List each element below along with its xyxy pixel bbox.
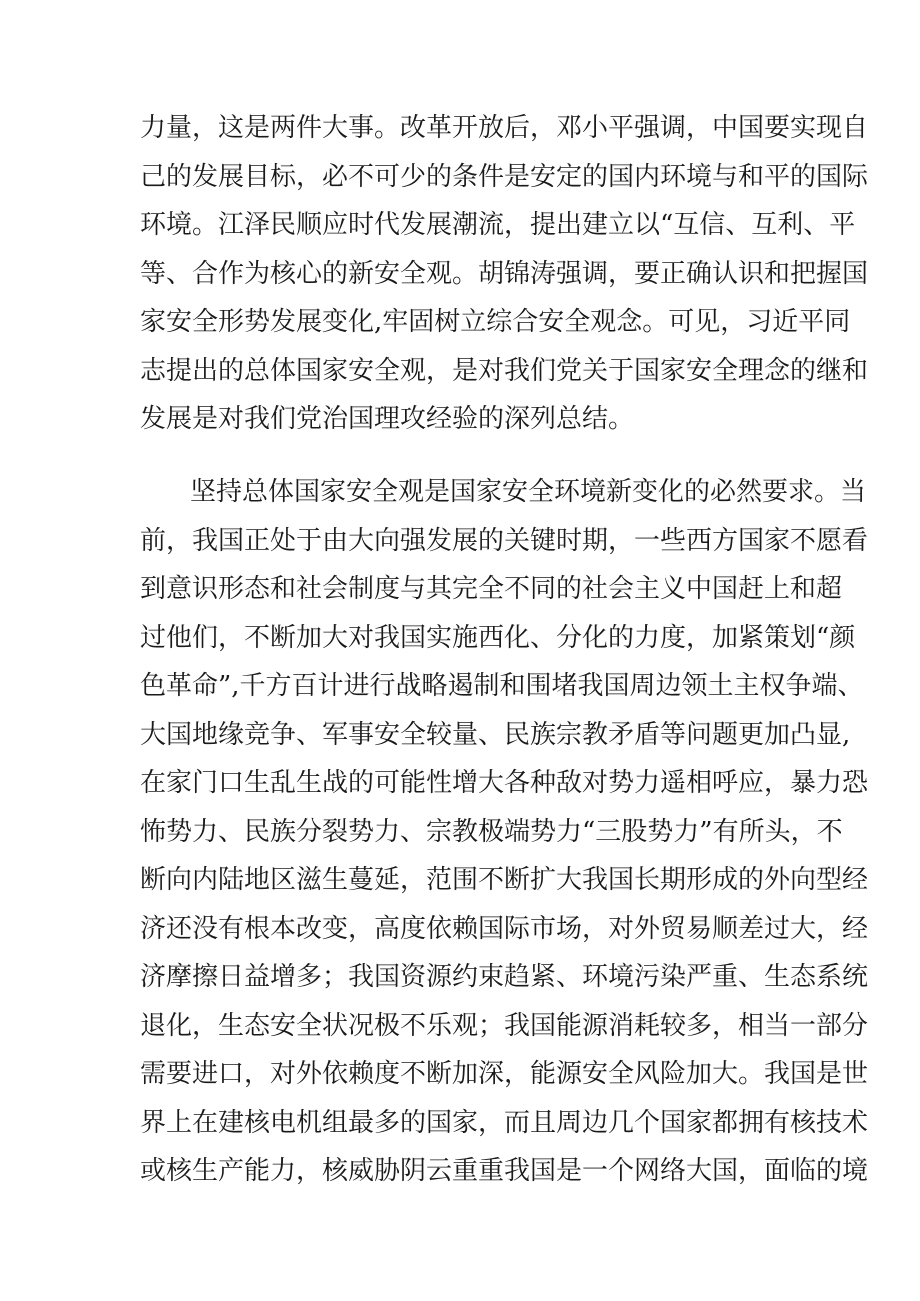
text-line: 坚持总体国家安全观是国家安全环境新变化的必然要求。当 [190,477,867,507]
text-line: 等、合作为核心的新安全观。胡锦涛强调，要正确认识和把握国 [140,258,869,289]
text-line: 到意识形态和社会制度与其完全不同的社会主义中国赶上和超 [140,574,843,604]
text-line: 在家门口生乱生战的可能性增大各种敌对势力遥相呼应，暴力恐 [140,768,869,798]
text-line: 济还没有根本改变，高度依赖国际市场，对外贸易顺差过大，经 [140,913,869,944]
text-line: 退化，生态安全状况极不乐观；我国能源消耗较多，相当一部分 [140,1010,869,1041]
text-line: 或核生产能力，核威胁阴云重重我国是一个网络大国，面临的境 [140,1156,869,1186]
text-line: 过他们，不断加大对我国实施西化、分化的力度，加紧策划“颜 [140,622,856,653]
paragraph-1 [140,104,869,444]
text-line: 济摩擦日益增多；我国资源约束趋紧、环境污染严重、生态系统 [140,962,869,992]
text-line: 色革命”,千方百计进行战略遏制和围堵我国周边领土主权争端、 [140,671,864,701]
text-line: 发展是对我们党治国理攻经验的深列总结。 [140,404,635,434]
text-line: 志提出的总体国家安全观，是对我们党关于国家安全理念的继和 [140,355,869,386]
paragraph-2 [140,468,869,1196]
text-line: 界上在建核电机组最多的国家，而且周边几个国家都拥有核技术 [140,1107,869,1138]
text-line: 怖势力、民族分裂势力、宗教极端势力“三股势力”有所头，不 [140,816,843,847]
text-line: 需要进口，对外依赖度不断加深，能源安全风险加大。我国是世 [140,1059,869,1089]
text-line: 断向内陆地区滋生蔓延，范围不断扩大我国长期形成的外向型经 [140,865,869,895]
text-line: 大国地缘竞争、军事安全较量、民族宗教矛盾等问题更加凸显, [140,719,851,750]
text-line: 环境。江泽民顺应时代发展潮流，提出建立以“互信、互利、平 [140,210,856,240]
text-line: 家安全形势发展变化,牢固树立综合安全观念。可见，习近平同 [140,307,851,337]
text-line: 力量，这是两件大事。改革开放后，邓小平强调，中国要实现自 [140,113,869,143]
text-line: 前，我国正处于由大向强发展的关键时期，一些西方国家不愿看 [140,525,869,556]
text-line: 己的发展目标，必不可少的条件是安定的国内环境与和平的国际 [140,161,869,192]
